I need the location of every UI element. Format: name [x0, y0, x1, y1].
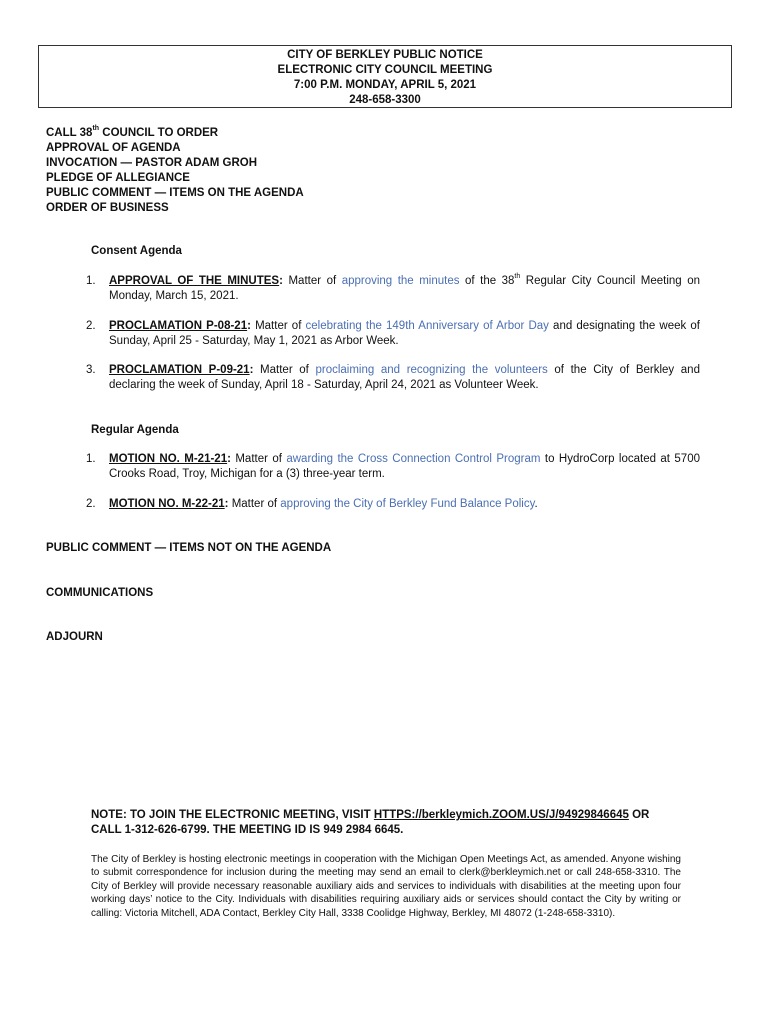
notice-header	[38, 45, 732, 108]
item-title: MOTION NO. M-21-21	[109, 453, 228, 465]
header-phone: 248-658-3300	[349, 94, 421, 106]
header-date-time: 7:00 P.M. MONDAY, APRIL 5, 2021	[293, 79, 477, 91]
consent-item-2: 2. PROCLAMATION P-08-21: Matter of celebrating the 149th Anniversary of Arbor Day and designating the week of Sunday, April 25 - Saturday, May 1, 2021 as Arbor Week.	[86, 320, 700, 347]
item-title: MOTION NO. M-22-21	[109, 498, 225, 510]
regular-agenda-heading: Regular Agenda	[91, 424, 179, 436]
minutes-link[interactable]: approving the minutes	[341, 275, 460, 287]
volunteers-link[interactable]: proclaiming and recognizing the volunteers	[315, 364, 548, 376]
public-comment-on-agenda: PUBLIC COMMENT — ITEMS ON THE AGENDA	[46, 187, 304, 199]
meeting-join-note: NOTE: TO JOIN THE ELECTRONIC MEETING, VISIT HTTPS://berkleymich.ZOOM.US/J/94929846645 OR CALL 1-312-626-6799. THE MEETING ID IS 949 2984 6645.	[91, 809, 650, 836]
arbor-day-link[interactable]: celebrating the 149th Anniversary of Arbor Day	[305, 320, 549, 332]
item-title: APPROVAL OF THE MINUTES	[109, 275, 280, 287]
item-title: PROCLAMATION P-08-21	[109, 320, 248, 332]
public-comment-not-on-agenda: PUBLIC COMMENT — ITEMS NOT ON THE AGENDA	[46, 542, 332, 554]
communications-heading: COMMUNICATIONS	[46, 587, 154, 599]
order-of-business: ORDER OF BUSINESS	[46, 202, 169, 214]
opening-agenda	[46, 126, 304, 216]
consent-agenda-heading: Consent Agenda	[91, 245, 182, 257]
pledge-of-allegiance: PLEDGE OF ALLEGIANCE	[46, 172, 190, 184]
consent-item-1: 1. APPROVAL OF THE MINUTES: Matter of approving the minutes of the 38th Regular City Council Meeting on Monday, March 15, 2021.	[86, 273, 700, 302]
regular-item-1: 1. MOTION NO. M-21-21: Matter of awarding the Cross Connection Control Program to HydroCorp located at 5700 Crooks Road, Troy, Michigan for a (3) three-year term.	[86, 453, 700, 480]
approval-of-agenda: APPROVAL OF AGENDA	[46, 142, 181, 154]
zoom-meeting-link[interactable]: HTTPS://berkleymich.ZOOM.US/J/94929846645	[373, 809, 629, 821]
adjourn-heading: ADJOURN	[46, 631, 103, 643]
header-title: CITY OF BERKLEY PUBLIC NOTICE	[287, 49, 483, 61]
invocation: INVOCATION — PASTOR ADAM GROH	[46, 157, 258, 169]
fund-balance-policy-link[interactable]: approving the City of Berkley Fund Balance Policy	[280, 498, 535, 510]
call-to-order: CALL 38th COUNCIL TO ORDER	[46, 125, 219, 139]
item-title: PROCLAMATION P-09-21	[109, 364, 250, 376]
cross-connection-link[interactable]: awarding the Cross Connection Control Program	[286, 453, 541, 465]
header-meeting-type: ELECTRONIC CITY COUNCIL MEETING	[277, 64, 493, 76]
regular-item-2: 2. MOTION NO. M-22-21: Matter of approving the City of Berkley Fund Balance Policy.	[86, 498, 538, 510]
consent-item-3: 3. PROCLAMATION P-09-21: Matter of proclaiming and recognizing the volunteers of the City of Berkley and declaring the week of Sunday, April 18 - Saturday, April 24, 2021 as Volunteer Week.	[86, 364, 700, 391]
ada-disclaimer: The City of Berkley is hosting electronic meetings in cooperation with the Michigan Open Meetings Act, as amended. Anyone wishing to submit correspondence for inclusion during the meeting may send an email to clerk@berkleymich.net or call 248-658-3310. The City of Berkley will provide necessary reasonable auxiliary aids and services to individuals with disabilities at the meeting upon four working days’ notice to the City. Individuals with disabilities requiring auxiliary aids or services should contact the City by writing or calling: Victoria Mitchell, ADA Contact, Berkley City Hall, 3338 Coolidge Highway, Berkley, MI 48072 (1-248-658-3310).	[91, 854, 681, 919]
